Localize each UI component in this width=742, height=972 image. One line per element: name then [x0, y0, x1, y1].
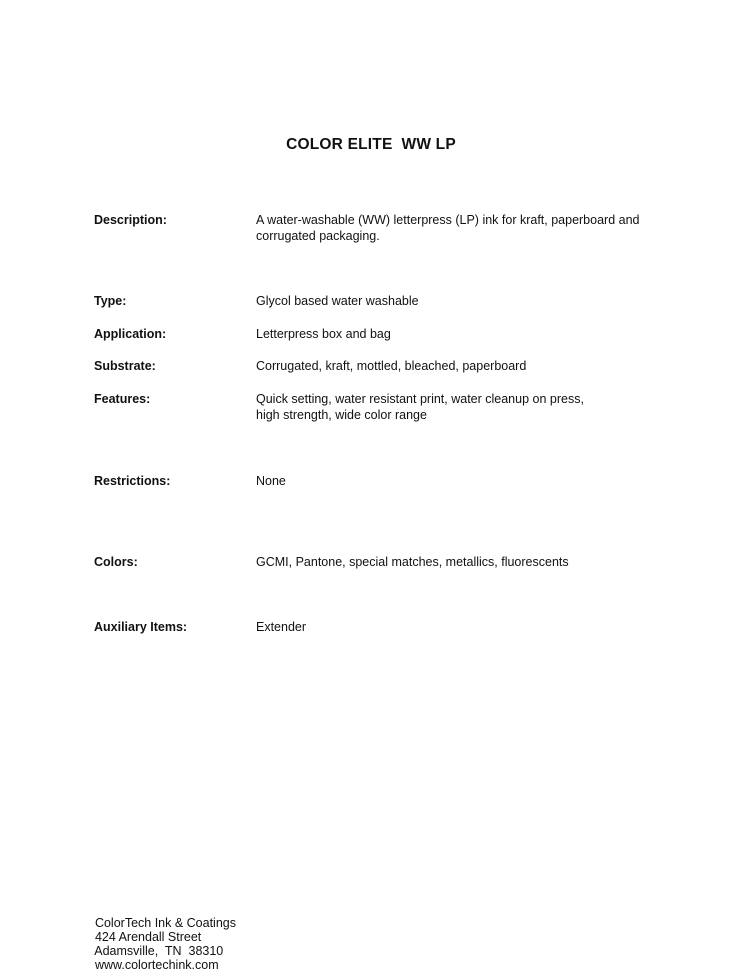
footer: [88, 902, 250, 972]
description-line: corrugated packaging.: [256, 229, 380, 243]
features-value: [256, 391, 656, 423]
footer-company: ColorTech Ink & Coatings: [94, 916, 236, 930]
features-line: Quick setting, water resistant print, water cleanup on press,: [256, 392, 584, 406]
page-title: COLOR ELITE WW LP: [286, 136, 456, 153]
type-line: Glycol based water washable: [256, 294, 419, 308]
restrictions-value: [256, 473, 656, 489]
description-line: A water-washable (WW) letterpress (LP) ink for kraft, paperboard and: [256, 213, 640, 227]
substrate-label: Substrate:: [94, 359, 156, 373]
colors-line: GCMI, Pantone, special matches, metallics, fluorescents: [256, 555, 569, 569]
application-label: Application:: [94, 327, 167, 341]
colors-label: Colors:: [94, 555, 138, 569]
description-value: [256, 212, 656, 244]
footer-street: 424 Arendall Street: [94, 930, 202, 944]
substrate-value: [256, 358, 656, 374]
colors-value: [256, 554, 656, 570]
footer-city: Adamsville, TN 38310: [94, 944, 224, 958]
footer-website-link[interactable]: www.colortechink.com: [94, 958, 219, 972]
substrate-line: Corrugated, kraft, mottled, bleached, paperboard: [256, 359, 527, 373]
auxiliary-items-label: Auxiliary Items:: [94, 620, 188, 634]
application-line: Letterpress box and bag: [256, 327, 391, 341]
features-label: Features:: [94, 392, 151, 406]
description-label: Description:: [94, 213, 167, 227]
application-value: [256, 326, 656, 342]
auxiliary-items-line: Extender: [256, 620, 307, 634]
features-line: high strength, wide color range: [256, 408, 427, 422]
auxiliary-items-value: [256, 619, 656, 635]
type-value: [256, 293, 656, 309]
type-label: Type:: [94, 294, 127, 308]
restrictions-label: Restrictions:: [94, 474, 171, 488]
restrictions-line: None: [256, 474, 286, 488]
